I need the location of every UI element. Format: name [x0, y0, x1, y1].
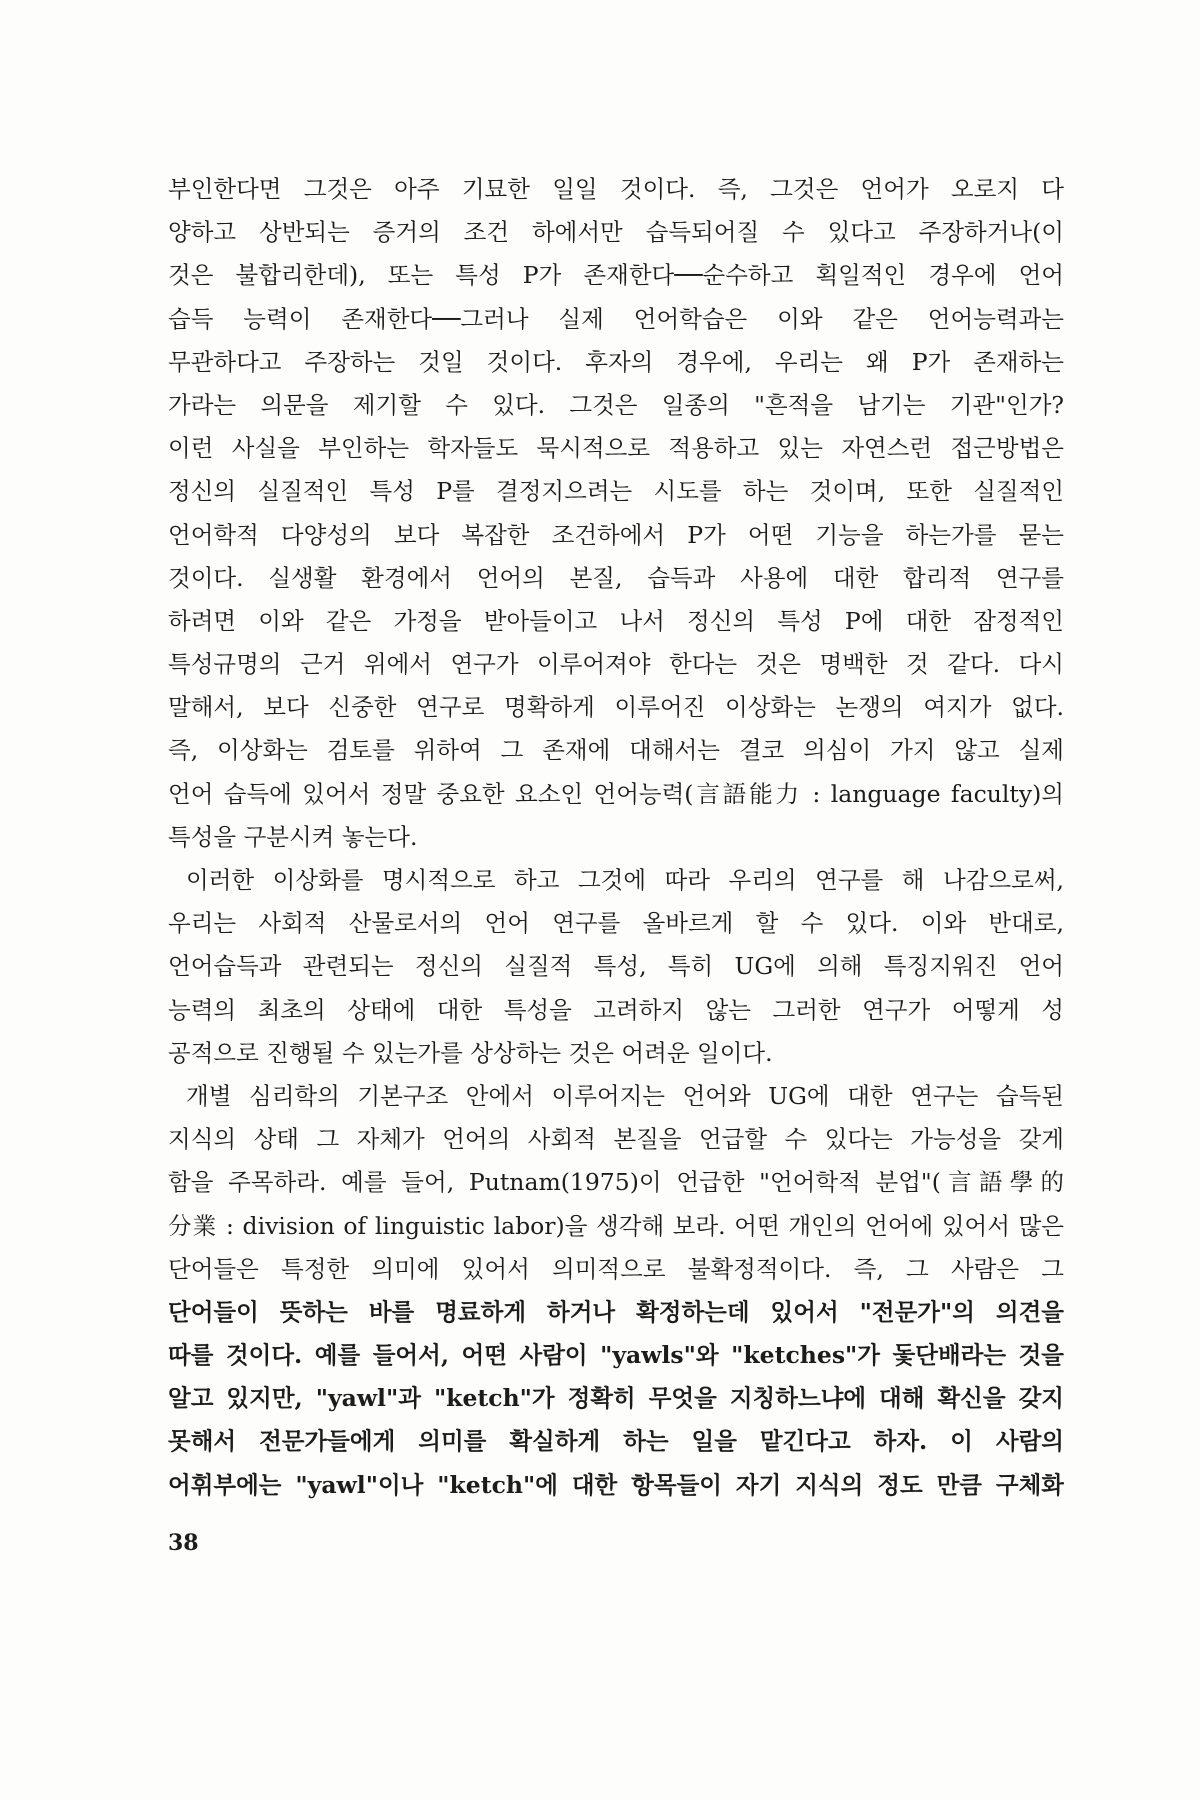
text-line: 하려면 이와 같은 가정을 받아들이고 나서 정신의 특성 P에 대한 잠정적인 [168, 606, 1064, 635]
text-line: 알고 있지만, "yawl"과 "ketch"가 정확히 무엇을 지칭하느냐에 대해 확신을 갖지 [168, 1384, 1064, 1413]
text-line: 즉, 이상화는 검토를 위하여 그 존재에 대해서는 결코 의심이 가지 않고 실제 [168, 736, 1064, 765]
text-line: 언어학적 다양성의 보다 복잡한 조건하에서 P가 어떤 기능을 하는가를 묻는 [168, 520, 1064, 549]
text-line: 양하고 상반되는 증거의 조건 하에서만 습득되어질 수 있다고 주장하거나(이 [168, 218, 1064, 247]
text-line: 언어습득과 관련되는 정신의 실질적 특성, 특히 UG에 의해 특징지워진 언어 [168, 952, 1064, 981]
text-line: 것은 불합리한데), 또는 특성 P가 존재한다──순수하고 획일적인 경우에 언어 [168, 261, 1064, 290]
text-line: 가라는 의문을 제기할 수 있다. 그것은 일종의 "흔적을 남기는 기관"인가? [168, 390, 1064, 419]
text-line: 부인한다면 그것은 아주 기묘한 일일 것이다. 즉, 그것은 언어가 오로지 다 [168, 175, 1064, 203]
text-line: 무관하다고 주장하는 것일 것이다. 후자의 경우에, 우리는 왜 P가 존재하는 [168, 347, 1064, 376]
text-line: 단어들은 특정한 의미에 있어서 의미적으로 불확정적이다. 즉, 그 사람은 그 [168, 1254, 1064, 1283]
text-line: 언어 습득에 있어서 정말 중요한 요소인 언어능력(言語能力 : language faculty)의 [168, 779, 1064, 808]
text-line: 공적으로 진행될 수 있는가를 상상하는 것은 어려운 일이다. [168, 1038, 773, 1067]
text-line: 이러한 이상화를 명시적으로 하고 그것에 따라 우리의 연구를 해 나감으로써, [186, 866, 1064, 894]
text-line: 따를 것이다. 예를 들어서, 어떤 사람이 "yawls"와 "ketches"가 돛단배라는 것을 [168, 1341, 1064, 1370]
text-line: 지식의 상태 그 자체가 언어의 사회적 본질을 언급할 수 있다는 가능성을 갖게 [168, 1125, 1064, 1154]
text-line: 우리는 사회적 산물로서의 언어 연구를 올바르게 할 수 있다. 이와 반대로, [168, 909, 1064, 938]
text-line: 分業 : division of linguistic labor)을 생각해 보라. 어떤 개인의 언어에 있어서 많은 [168, 1211, 1064, 1240]
page-number: 38 [168, 1530, 199, 1556]
text-line: 말해서, 보다 신중한 연구로 명확하게 이루어진 이상화는 논쟁의 여지가 없다. [168, 693, 1064, 722]
text-line: 어휘부에는 "yawl"이나 "ketch"에 대한 항목들이 자기 지식의 정도 만큼 구체화 [168, 1470, 1064, 1499]
text-line: 능력의 최초의 상태에 대한 특성을 고려하지 않는 그러한 연구가 어떻게 성 [168, 995, 1064, 1024]
body-text [168, 168, 1064, 1507]
text-line: 것이다. 실생활 환경에서 언어의 본질, 습득과 사용에 대한 합리적 연구를 [168, 563, 1064, 592]
text-line: 특성을 구분시켜 놓는다. [168, 822, 418, 851]
text-line: 정신의 실질적인 특성 P를 결정지으려는 시도를 하는 것이며, 또한 실질적인 [168, 477, 1064, 506]
text-line: 특성규명의 근거 위에서 연구가 이루어져야 한다는 것은 명백한 것 같다. 다시 [168, 650, 1064, 679]
text-line: 단어들이 뜻하는 바를 명료하게 하거나 확정하는데 있어서 "전문가"의 의견을 [168, 1297, 1064, 1326]
text-line: 이런 사실을 부인하는 학자들도 묵시적으로 적용하고 있는 자연스런 접근방법은 [168, 434, 1064, 463]
text-line: 못해서 전문가들에게 의미를 확실하게 하는 일을 맡긴다고 하자. 이 사람의 [168, 1427, 1064, 1456]
text-line: 개별 심리학의 기본구조 안에서 이루어지는 언어와 UG에 대한 연구는 습득된 [186, 1081, 1064, 1110]
text-line: 습득 능력이 존재한다──그러나 실제 언어학습은 이와 같은 언어능력과는 [168, 304, 1064, 333]
text-line: 함을 주목하라. 예를 들어, Putnam(1975)이 언급한 "언어학적 분업"(言語學的 [168, 1168, 1064, 1197]
